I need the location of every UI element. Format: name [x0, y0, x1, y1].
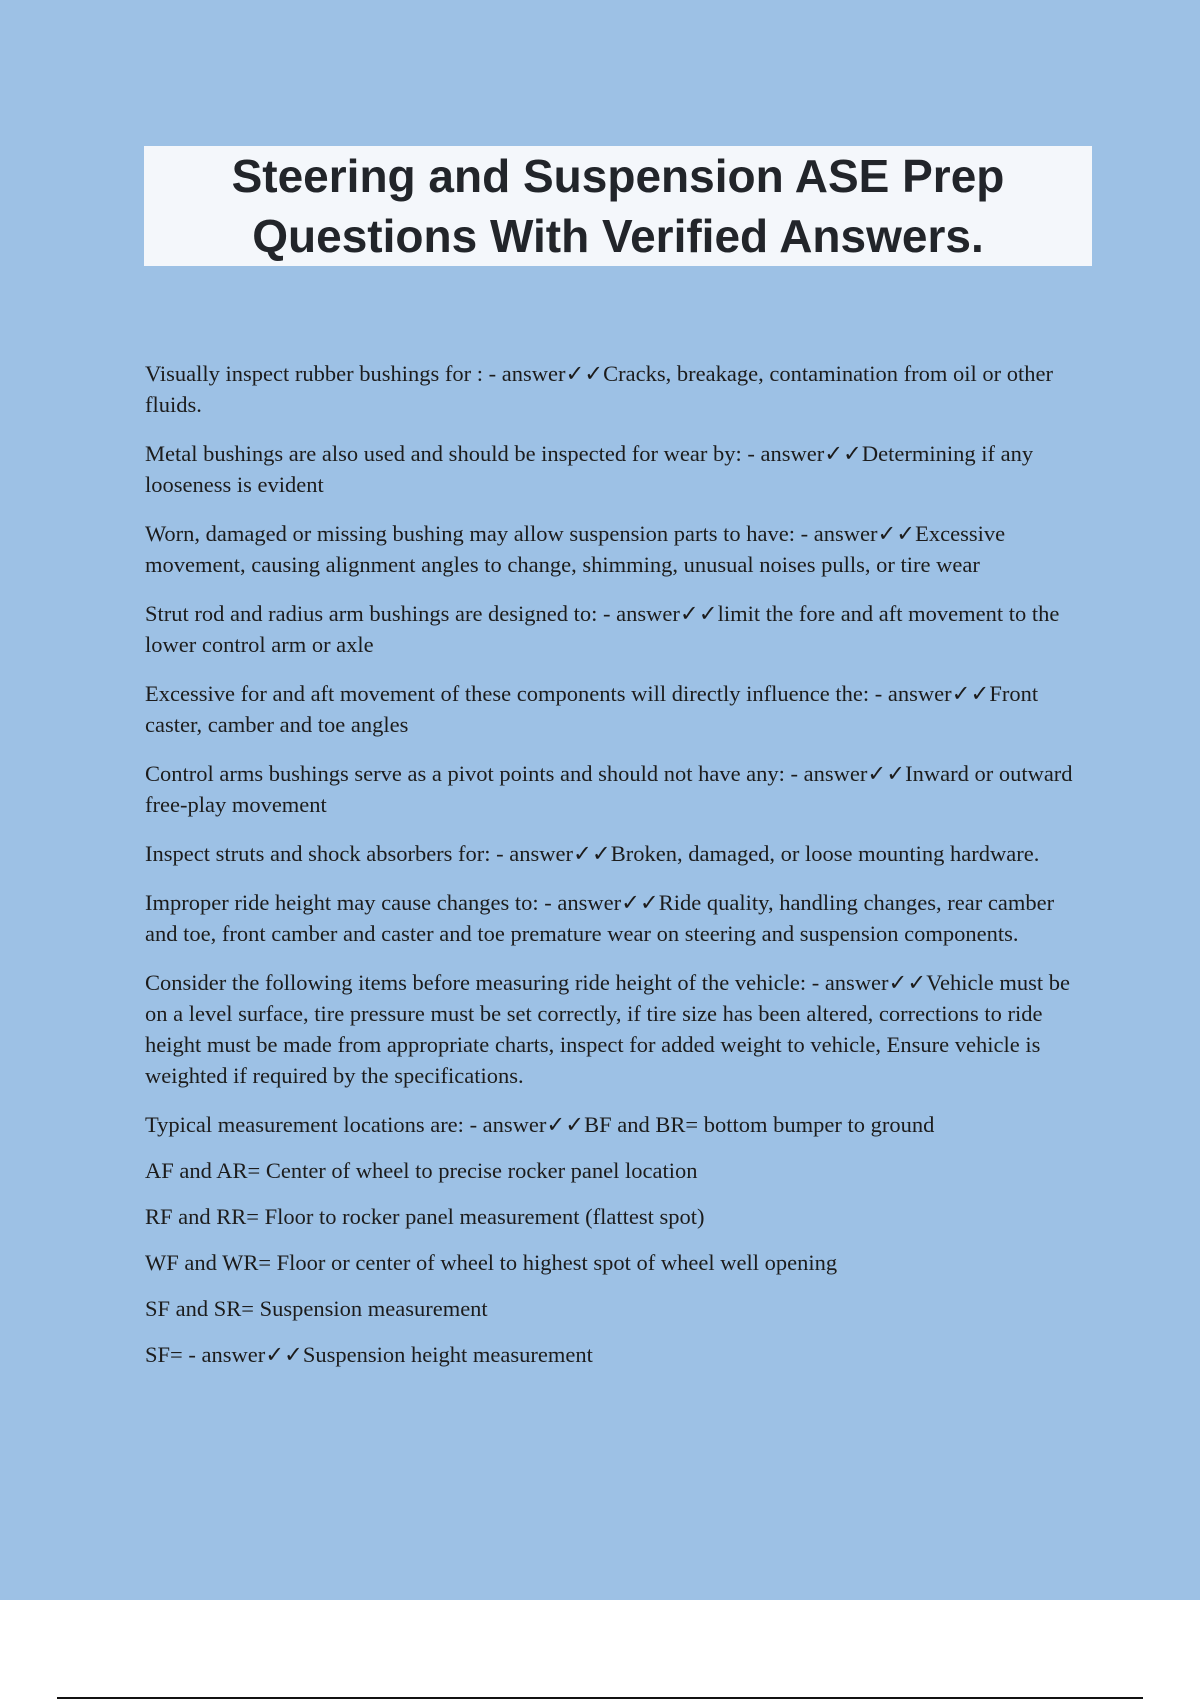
check-icon: ✓✓ — [573, 841, 611, 866]
qa-item — [145, 1109, 1075, 1140]
answer-separator: - answer — [463, 1112, 547, 1137]
page-divider — [57, 1697, 1143, 1699]
answer-text: Broken, damaged, or loose mounting hardware. — [610, 841, 1040, 866]
check-icon: ✓✓ — [951, 681, 990, 706]
question-text: Improper ride height may cause changes to: — [145, 890, 539, 915]
qa-item — [145, 967, 1075, 1091]
qa-item — [145, 358, 1075, 420]
answer-text: Front caster, camber and toe angles — [145, 681, 1039, 737]
check-icon: ✓✓ — [824, 441, 862, 466]
page-title: Steering and Suspension ASE Prep Questions With Verified Answers. — [231, 150, 1005, 262]
measurement-note: WF and WR= Floor or center of wheel to highest spot of wheel well opening — [145, 1250, 838, 1275]
answer-text: BF and BR= bottom bumper to ground — [584, 1112, 935, 1137]
answer-separator: - answer — [784, 761, 868, 786]
check-icon: ✓✓ — [867, 761, 906, 786]
qa-list — [145, 358, 1075, 1388]
check-icon: ✓✓ — [877, 521, 916, 546]
question-text: Inspect struts and shock absorbers for: — [145, 841, 491, 866]
qa-item — [145, 838, 1075, 869]
answer-separator: - answer — [538, 890, 622, 915]
answer-separator: - answer — [482, 361, 566, 386]
question-text: Strut rod and radius arm bushings are designed to: — [145, 601, 598, 626]
question-text: Control arms bushings serve as a pivot points and should not have any: — [145, 761, 785, 786]
answer-separator: - answer — [490, 841, 574, 866]
qa-item — [145, 438, 1075, 500]
qa-item — [145, 758, 1075, 820]
question-text: Worn, damaged or missing bushing may allow suspension parts to have: — [145, 521, 795, 546]
title-banner — [144, 146, 1092, 266]
answer-text: Determining if any looseness is evident — [145, 441, 1034, 497]
question-text: Consider the following items before measuring ride height of the vehicle: — [145, 970, 807, 995]
answer-separator: - answer — [741, 441, 825, 466]
check-icon: ✓✓ — [265, 1342, 303, 1367]
qa-item — [145, 598, 1075, 660]
qa-item — [145, 1339, 1075, 1370]
question-text: Metal bushings are also used and should be inspected for wear by: — [145, 441, 742, 466]
answer-text: limit the fore and aft movement to the lower control arm or axle — [145, 601, 1060, 657]
question-text: Excessive for and aft movement of these components will directly influence the: — [145, 681, 870, 706]
question-text: SF= — [145, 1342, 183, 1367]
qa-item — [145, 518, 1075, 580]
qa-item — [145, 678, 1075, 740]
answer-text: Suspension height measurement — [302, 1342, 593, 1367]
answer-text: Inward or outward free-play movement — [145, 761, 1073, 817]
answer-text: Cracks, breakage, contamination from oil or other fluids. — [145, 361, 1054, 417]
answer-text: Vehicle must be on a level surface, tire pressure must be set correctly, if tire size has been altered, corrections to ride height must be made from appropriate charts, inspect for added weight to vehicle, Ensure vehicle is weighted if required by the specifications. — [145, 970, 1070, 1088]
answer-separator: - answer — [869, 681, 952, 706]
answer-separator: - answer — [597, 601, 680, 626]
check-icon: ✓✓ — [621, 890, 659, 915]
check-icon: ✓✓ — [679, 601, 718, 626]
measurement-note: SF and SR= Suspension measurement — [145, 1296, 488, 1321]
check-icon: ✓✓ — [565, 361, 604, 386]
answer-separator: - answer — [182, 1342, 266, 1367]
answer-separator: - answer — [794, 521, 878, 546]
question-text: Visually inspect rubber bushings for : — [145, 361, 483, 386]
answer-separator: - answer — [806, 970, 889, 995]
measurement-note: RF and RR= Floor to rocker panel measurement (flattest spot) — [145, 1204, 705, 1229]
qa-item — [145, 887, 1075, 949]
check-icon: ✓✓ — [546, 1112, 585, 1137]
question-text: Typical measurement locations are: — [145, 1112, 464, 1137]
measurement-note: AF and AR= Center of wheel to precise rocker panel location — [145, 1158, 698, 1183]
check-icon: ✓✓ — [888, 970, 927, 995]
answer-text: Ride quality, handling changes, rear camber and toe, front camber and caster and toe premature wear on steering and suspension components. — [145, 890, 1055, 946]
answer-text: Excessive movement, causing alignment angles to change, shimming, unusual noises pulls, or tire wear — [145, 521, 1006, 577]
